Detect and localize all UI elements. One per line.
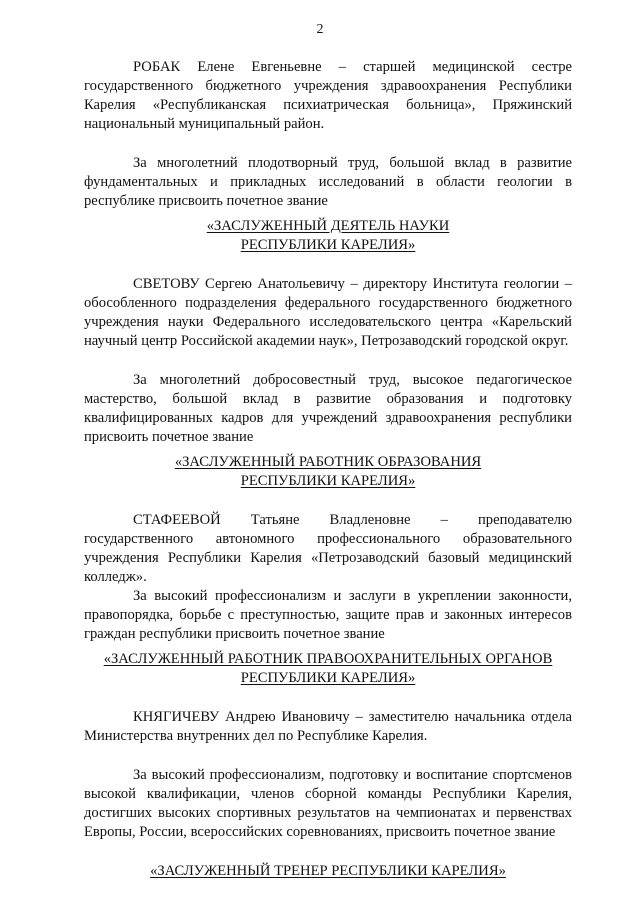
title-line: РЕСПУБЛИКИ КАРЕЛИЯ» — [240, 473, 416, 489]
paragraph-knyagichev: КНЯГИЧЕВУ Андрею Ивановичу – заместителю начальника отдела Министерства внутренних дел по Республике Карелия. — [84, 709, 572, 744]
paragraph-award-coach: За высокий профессионализм, подготовку и воспитание спортсменов высокой квалификации, членов сборной команды Республики Карелия, достигших высоких спортивных результатов на чемпионатах и первенствах Европы, России, всероссийских соревнованиях, присвоить почетное звание — [84, 767, 572, 840]
title-line: «ЗАСЛУЖЕННЫЙ ТРЕНЕР РЕСПУБЛИКИ КАРЕЛИЯ» — [150, 863, 506, 879]
title-line: «ЗАСЛУЖЕННЫЙ ДЕЯТЕЛЬ НАУКИ — [206, 218, 450, 234]
document-body — [84, 58, 572, 881]
title-line: «ЗАСЛУЖЕННЫЙ РАБОТНИК ОБРАЗОВАНИЯ — [174, 454, 482, 470]
paragraph-award-science: За многолетний плодотворный труд, большой вклад в развитие фундаментальных и прикладных исследований в области геологии в республике присвоить почетное звание — [84, 155, 572, 209]
paragraph-svetov: СВЕТОВУ Сергею Анатольевичу – директору Института геологии – обособленного подразделения федерального государственного бюджетного учреждения науки Федерального исследовательского центра «Карельский научный центр Российской академии наук», Петрозаводский городской округ. — [84, 276, 572, 349]
title-science-worker — [84, 217, 572, 255]
title-line: РЕСПУБЛИКИ КАРЕЛИЯ» — [240, 670, 416, 686]
paragraph-award-education: За многолетний добросовестный труд, высокое педагогическое мастерство, большой вклад в развитие образования и подготовку квалифицированных кадров для учреждений здравоохранения республики присвоить почетное звание — [84, 372, 572, 445]
paragraph-stafeeva: СТАФЕЕВОЙ Татьяне Владленовне – преподавателю государственного автономного профессионального образовательного учреждения Республики Карелия «Петрозаводский базовый медицинский колледж». — [84, 512, 572, 585]
title-law-enforcement-worker — [84, 650, 572, 688]
paragraph-award-law: За высокий профессионализм и заслуги в укреплении законности, правопорядка, борьбе с преступностью, защите прав и законных интересов граждан республики присвоить почетное звание — [84, 588, 572, 642]
paragraph-robak: РОБАК Елене Евгеньевне – старшей медицинской сестре государственного бюджетного учреждения здравоохранения Республики Карелия «Республиканская психиатрическая больница», Пряжинский национальный муниципальный район. — [84, 59, 572, 132]
title-line: «ЗАСЛУЖЕННЫЙ РАБОТНИК ПРАВООХРАНИТЕЛЬНЫХ ОРГАНОВ — [103, 651, 553, 667]
page-number: 2 — [316, 22, 324, 37]
title-coach — [84, 862, 572, 881]
title-line: РЕСПУБЛИКИ КАРЕЛИЯ» — [240, 237, 416, 253]
title-education-worker — [84, 453, 572, 491]
